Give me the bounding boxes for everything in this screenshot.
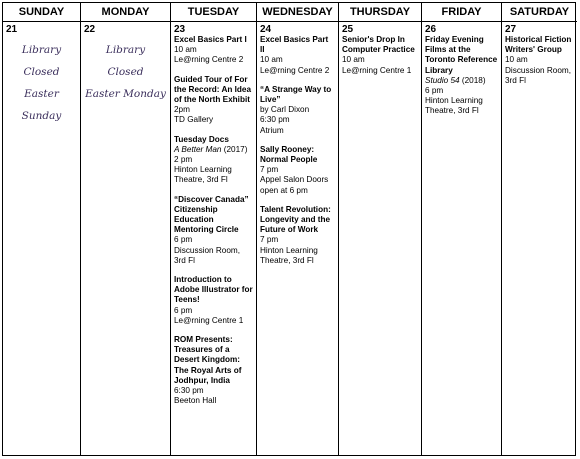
event-time: 7 pm (260, 235, 279, 245)
day-number: 21 (6, 24, 18, 35)
event-title: Excel Basics Part I (174, 35, 247, 44)
event-title: Introduction to Adobe Illustrator for Teens! (174, 275, 253, 305)
day-number: 25 (342, 24, 354, 35)
header-sunday: SUNDAY (3, 3, 81, 22)
event-title: Talent Revolution: Longevity and the Future of Work (260, 204, 331, 235)
closed-line: Easter Sunday (21, 88, 62, 122)
event-item (174, 195, 253, 266)
event-item (505, 35, 574, 86)
event-time: 10 am (505, 55, 528, 65)
event-title: “Discover Canada” Citizenship Education Mentoring Circle (174, 194, 249, 235)
event-location: Le@rning Centre 2 (260, 65, 330, 75)
event-location: Hinton Learning Theatre, 3rd Fl (425, 96, 483, 116)
event-film-title: Studio 54 (425, 75, 460, 85)
event-film-year: (2018) (459, 75, 486, 85)
event-time: 6:30 pm (260, 115, 290, 125)
header-wednesday: WEDNESDAY (257, 3, 339, 22)
event-time: 10 am (174, 45, 197, 55)
day-number: 27 (505, 24, 517, 35)
event-title: Excel Basics Part II (260, 35, 329, 55)
event-item (260, 35, 335, 76)
event-time: 2pm (174, 105, 190, 115)
day-cell-saturday (502, 22, 577, 455)
event-time: 6 pm (174, 235, 193, 245)
day-number: 26 (425, 24, 437, 35)
event-item (260, 205, 335, 266)
header-saturday: SATURDAY (502, 3, 577, 22)
day-cell-thursday (339, 22, 422, 455)
closed-line: Library (21, 44, 62, 56)
event-location: Discussion Room, 3rd Fl (505, 65, 571, 85)
event-film-line (174, 145, 253, 155)
event-location: Beeton Hall (174, 396, 217, 406)
header-thursday: THURSDAY (339, 3, 422, 22)
event-title: Friday Evening Films at the Toronto Reference Library (425, 35, 498, 75)
event-item (174, 35, 253, 66)
event-title: Tuesday Docs (174, 134, 229, 144)
event-location: Appel Salon Doors open at 6 pm (260, 175, 329, 195)
day-number: 24 (260, 24, 272, 35)
event-time: 6 pm (174, 305, 193, 315)
event-location: Atrium (260, 125, 284, 135)
event-time: 10 am (342, 55, 365, 65)
closed-line: Easter Monday (85, 88, 166, 100)
event-time: 6:30 pm (174, 386, 204, 396)
event-item (174, 75, 253, 126)
event-title: Senior's Drop In Computer Practice (342, 35, 415, 55)
day-cell-friday (422, 22, 502, 455)
event-title: “A Strange Way to Live” (260, 84, 332, 105)
event-item (260, 145, 335, 196)
closed-line: Closed (23, 66, 60, 78)
event-location: TD Gallery (174, 115, 214, 125)
event-item (342, 35, 418, 76)
event-title: Sally Rooney: Normal People (260, 144, 318, 165)
event-film-title: A Better Man (174, 144, 222, 154)
library-closed-note (6, 39, 77, 127)
event-time: 10 am (260, 55, 283, 65)
closed-line: Closed (107, 66, 144, 78)
event-location: Hinton Learning Theatre, 3rd Fl (174, 165, 232, 185)
event-location: Le@rning Centre 1 (342, 65, 412, 75)
event-film-year: (2017) (221, 144, 248, 154)
event-location: Hinton Learning Theatre, 3rd Fl (260, 245, 318, 265)
event-item (174, 135, 253, 186)
day-cell-tuesday (171, 22, 257, 455)
event-time: 2 pm (174, 155, 193, 165)
day-cell-wednesday (257, 22, 339, 455)
event-title: Historical Fiction Writers' Group (505, 35, 572, 55)
event-item (174, 275, 253, 326)
day-number: 22 (84, 24, 96, 35)
event-time: 6 pm (425, 86, 444, 96)
event-time: 7 pm (260, 165, 279, 175)
day-cell-monday (81, 22, 171, 455)
event-title: Guided Tour of For the Record: An Idea of the North Exhibit (174, 74, 252, 105)
closed-line: Library (105, 44, 146, 56)
event-location: Le@rning Centre 1 (174, 315, 244, 325)
event-item (260, 85, 335, 136)
calendar-grid (2, 2, 576, 456)
event-location: Discussion Room, 3rd Fl (174, 245, 240, 265)
event-subtitle: by Carl Dixon (260, 105, 310, 115)
day-number: 23 (174, 24, 186, 35)
event-item (425, 35, 498, 117)
header-tuesday: TUESDAY (171, 3, 257, 22)
header-monday: MONDAY (81, 3, 171, 22)
library-closed-note (84, 39, 167, 105)
event-item (174, 335, 253, 406)
event-location: Le@rning Centre 2 (174, 55, 244, 65)
event-film-line (425, 76, 498, 86)
event-title: ROM Presents: Treasures of a Desert Kingdom: The Royal Arts of Jodhpur, India (174, 335, 242, 385)
day-cell-sunday (3, 22, 81, 455)
header-friday: FRIDAY (422, 3, 502, 22)
